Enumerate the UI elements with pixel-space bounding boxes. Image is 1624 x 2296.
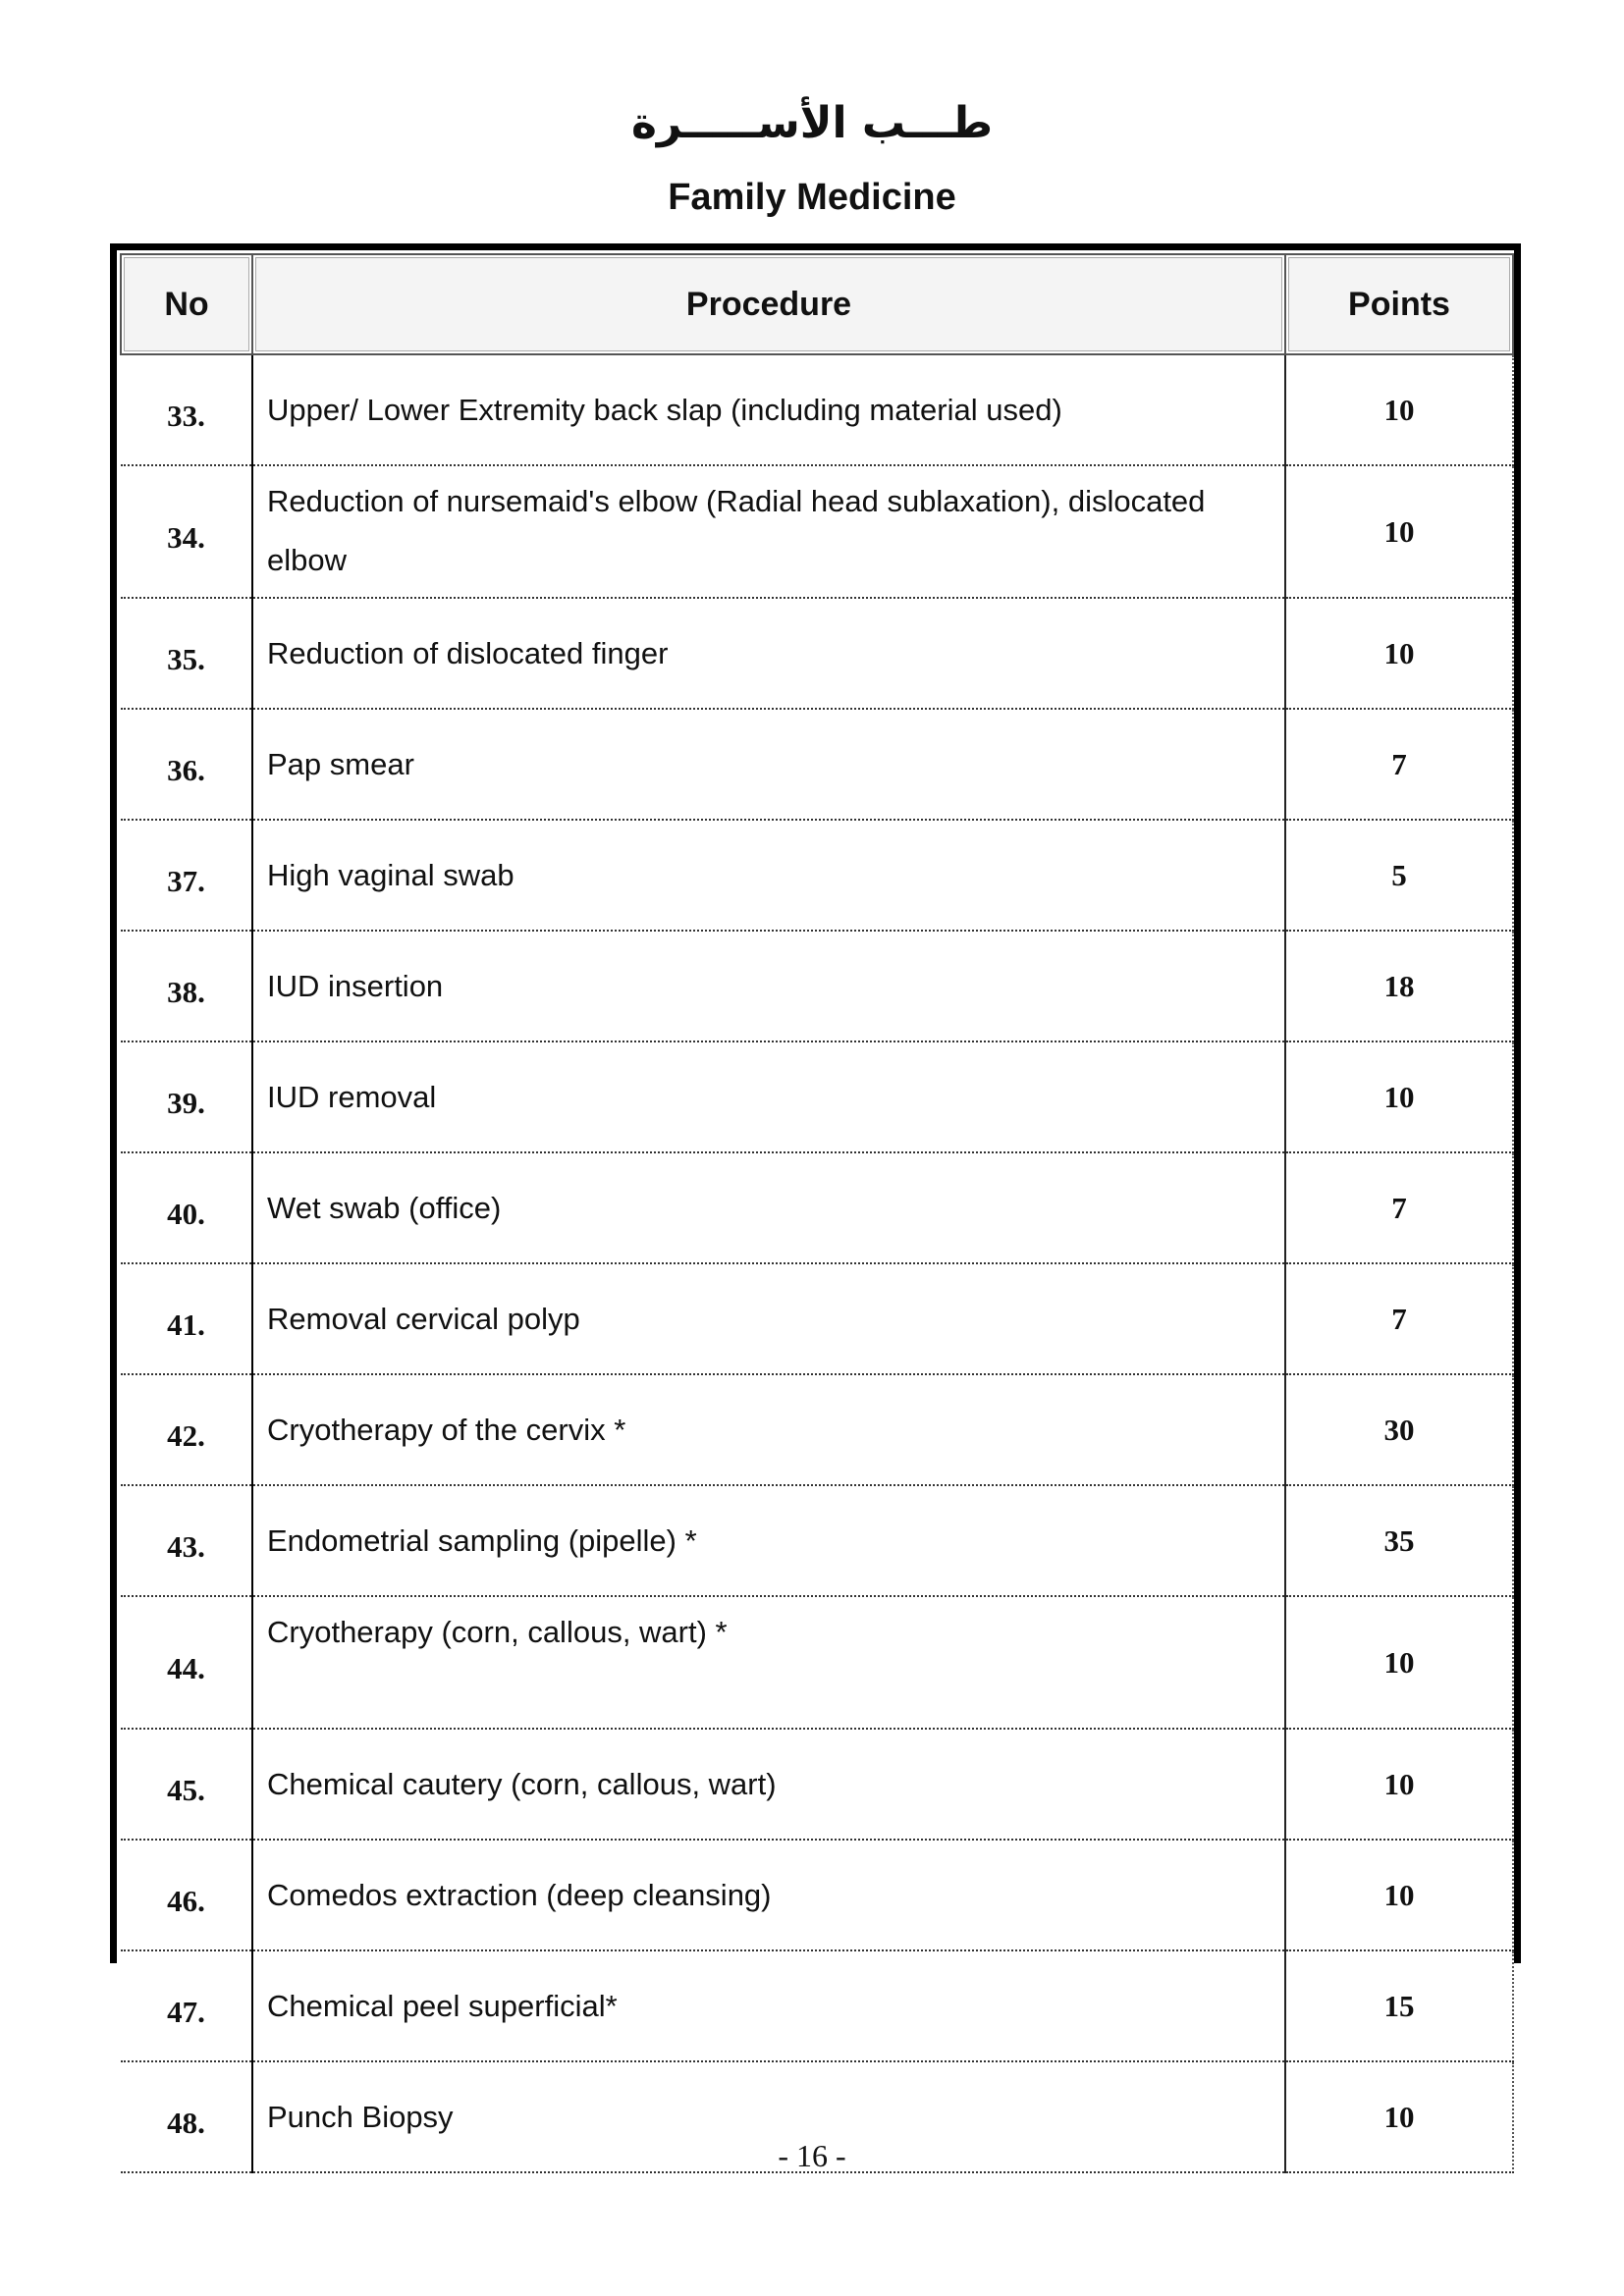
table-row bbox=[121, 465, 1513, 598]
procedure-name: Comedos extraction (deep cleansing) bbox=[252, 1840, 1285, 1950]
procedure-points: 10 bbox=[1285, 2061, 1513, 2172]
procedure-name: Pap smear bbox=[252, 709, 1285, 820]
table-row bbox=[121, 1729, 1513, 1840]
procedure-name: IUD removal bbox=[252, 1041, 1285, 1152]
procedure-name: Chemical peel superficial* bbox=[252, 1950, 1285, 2061]
column-header-points: Points bbox=[1285, 254, 1513, 354]
procedure-points: 10 bbox=[1285, 1729, 1513, 1840]
row-number: 44. bbox=[121, 1596, 252, 1729]
table-row bbox=[121, 1840, 1513, 1950]
procedure-name: High vaginal swab bbox=[252, 820, 1285, 931]
table-row bbox=[121, 1374, 1513, 1485]
table-row bbox=[121, 1950, 1513, 2061]
procedure-name: Endometrial sampling (pipelle) * bbox=[252, 1485, 1285, 1596]
procedure-points: 35 bbox=[1285, 1485, 1513, 1596]
procedure-points: 10 bbox=[1285, 465, 1513, 598]
procedures-table bbox=[120, 253, 1514, 2173]
procedure-points: 10 bbox=[1285, 598, 1513, 709]
row-number: 42. bbox=[121, 1374, 252, 1485]
table-row bbox=[121, 1485, 1513, 1596]
table-row bbox=[121, 931, 1513, 1041]
procedure-name: Wet swab (office) bbox=[252, 1152, 1285, 1263]
row-number: 48. bbox=[121, 2061, 252, 2172]
procedure-points: 15 bbox=[1285, 1950, 1513, 2061]
procedure-name: Removal cervical polyp bbox=[252, 1263, 1285, 1374]
row-number: 36. bbox=[121, 709, 252, 820]
procedure-points: 10 bbox=[1285, 1840, 1513, 1950]
procedure-points: 7 bbox=[1285, 709, 1513, 820]
procedure-points: 10 bbox=[1285, 1596, 1513, 1729]
page-title: Family Medicine bbox=[668, 177, 956, 218]
column-header-procedure: Procedure bbox=[252, 254, 1285, 354]
procedure-name: Reduction of nursemaid's elbow (Radial head sublaxation), dislocated elbow bbox=[252, 465, 1285, 598]
procedure-points: 7 bbox=[1285, 1263, 1513, 1374]
procedure-points: 7 bbox=[1285, 1152, 1513, 1263]
page-title-arabic: طـــب الأســـــرة bbox=[630, 98, 994, 148]
column-header-no: No bbox=[121, 254, 252, 354]
row-number: 40. bbox=[121, 1152, 252, 1263]
procedure-points: 5 bbox=[1285, 820, 1513, 931]
table-row bbox=[121, 598, 1513, 709]
procedure-name: IUD insertion bbox=[252, 931, 1285, 1041]
table-row bbox=[121, 1263, 1513, 1374]
row-number: 33. bbox=[121, 354, 252, 465]
row-number: 46. bbox=[121, 1840, 252, 1950]
table-row bbox=[121, 354, 1513, 465]
table-header-row bbox=[121, 254, 1513, 354]
row-number: 38. bbox=[121, 931, 252, 1041]
row-number: 35. bbox=[121, 598, 252, 709]
table-row bbox=[121, 1041, 1513, 1152]
procedure-points: 10 bbox=[1285, 354, 1513, 465]
table-row bbox=[121, 1152, 1513, 1263]
row-number: 47. bbox=[121, 1950, 252, 2061]
procedure-name: Punch Biopsy bbox=[252, 2061, 1285, 2172]
row-number: 41. bbox=[121, 1263, 252, 1374]
procedure-name: Chemical cautery (corn, callous, wart) bbox=[252, 1729, 1285, 1840]
procedure-points: 30 bbox=[1285, 1374, 1513, 1485]
procedure-name: Cryotherapy (corn, callous, wart) * bbox=[252, 1596, 1285, 1729]
row-number: 43. bbox=[121, 1485, 252, 1596]
procedure-name: Reduction of dislocated finger bbox=[252, 598, 1285, 709]
row-number: 37. bbox=[121, 820, 252, 931]
table-row bbox=[121, 820, 1513, 931]
procedure-points: 18 bbox=[1285, 931, 1513, 1041]
row-number: 34. bbox=[121, 465, 252, 598]
table-row bbox=[121, 709, 1513, 820]
row-number: 45. bbox=[121, 1729, 252, 1840]
procedure-name: Upper/ Lower Extremity back slap (including material used) bbox=[252, 354, 1285, 465]
procedure-name: Cryotherapy of the cervix * bbox=[252, 1374, 1285, 1485]
table-row bbox=[121, 1596, 1513, 1729]
procedure-points: 10 bbox=[1285, 1041, 1513, 1152]
row-number: 39. bbox=[121, 1041, 252, 1152]
page-number: - 16 - bbox=[778, 2138, 846, 2173]
